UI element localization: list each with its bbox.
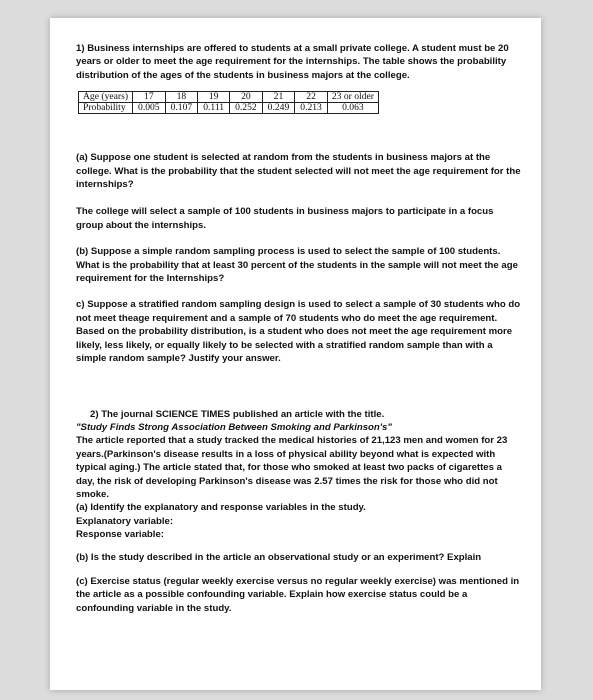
table-cell: 0.107 bbox=[165, 103, 198, 114]
table-cell: 17 bbox=[133, 92, 166, 103]
question-1c: c) Suppose a stratified random sampling design is used to select a sample of 30 students who do not meet theage requirement and a sample of 70 students who do meet the age requirement. Based on the probability distribution, is a student who does not meet the age requirement more likely, less likely, or equally likely to be selected with a stratified random sample than with a simple random sample? Justify your answer. bbox=[76, 299, 521, 365]
question-1a: (a) Suppose one student is selected at random from the students in business majors at the college. What is the probability that the student selected will not meet the age requirement for the internships? bbox=[76, 152, 521, 191]
table-cell: 20 bbox=[230, 92, 263, 103]
focus-group-note: The college will select a sample of 100 students in business majors to participate in a focus group about the internships. bbox=[76, 206, 494, 231]
document-content bbox=[76, 42, 521, 615]
table-header-probability: Probability bbox=[79, 103, 133, 114]
table-cell: 19 bbox=[198, 92, 230, 103]
response-variable-label: Response variable: bbox=[76, 529, 164, 541]
table-cell: 0.213 bbox=[295, 103, 328, 114]
table-cell: 0.005 bbox=[133, 103, 166, 114]
question-2b: (b) Is the study described in the article an observational study or an experiment? Explain bbox=[76, 551, 482, 563]
table-cell: 21 bbox=[262, 92, 295, 103]
question-1b: (b) Suppose a simple random sampling process is used to select the sample of 100 students. What is the probability that at least 30 percent of the students in the sample will not meet the age requirement for the Internships? bbox=[76, 246, 518, 285]
question-2a: (a) Identify the explanatory and response variables in the study. bbox=[76, 502, 366, 514]
article-summary: The article reported that a study tracked the medical histories of 21,123 men and women for 23 years.(Parkinson's disease results in a loss of physical ability beyond what is expected with typical aging.) The article stated that, for those who smoked at least two packs of cigarettes a day, the risk of developing Parkinson's disease was 2.57 times the risk for those who did not smoke. bbox=[76, 435, 508, 500]
table-row-probabilities bbox=[79, 103, 379, 114]
table-cell: 0.252 bbox=[230, 103, 263, 114]
question-2 bbox=[76, 408, 521, 542]
question-2c: (c) Exercise status (regular weekly exercise versus no regular weekly exercise) was mentioned in the article as a possible confounding variable. Explain how exercise status could be a confounding variable in the study. bbox=[76, 575, 520, 614]
article-title: "Study Finds Strong Association Between Smoking and Parkinson's" bbox=[76, 421, 392, 433]
explanatory-variable-label: Explanatory variable: bbox=[76, 515, 174, 527]
table-header-age: Age (years) bbox=[79, 92, 133, 103]
question-1-intro: 1) Business internships are offered to students at a small private college. A student must be 20 years or older to meet the age requirement for the internships. The table shows the probability distribution of the ages of the students in business majors at the college. bbox=[76, 43, 509, 81]
question-2-heading: 2) The journal SCIENCE TIMES published an article with the title. bbox=[90, 408, 385, 420]
table-row-ages bbox=[79, 92, 379, 103]
table-cell: 0.063 bbox=[327, 103, 378, 114]
table-cell: 22 bbox=[295, 92, 328, 103]
table-cell: 23 or older bbox=[327, 92, 378, 103]
table-cell: 18 bbox=[165, 92, 198, 103]
probability-table bbox=[78, 91, 379, 114]
table-cell: 0.111 bbox=[198, 103, 230, 114]
document-page bbox=[50, 18, 541, 690]
table-cell: 0.249 bbox=[262, 103, 295, 114]
